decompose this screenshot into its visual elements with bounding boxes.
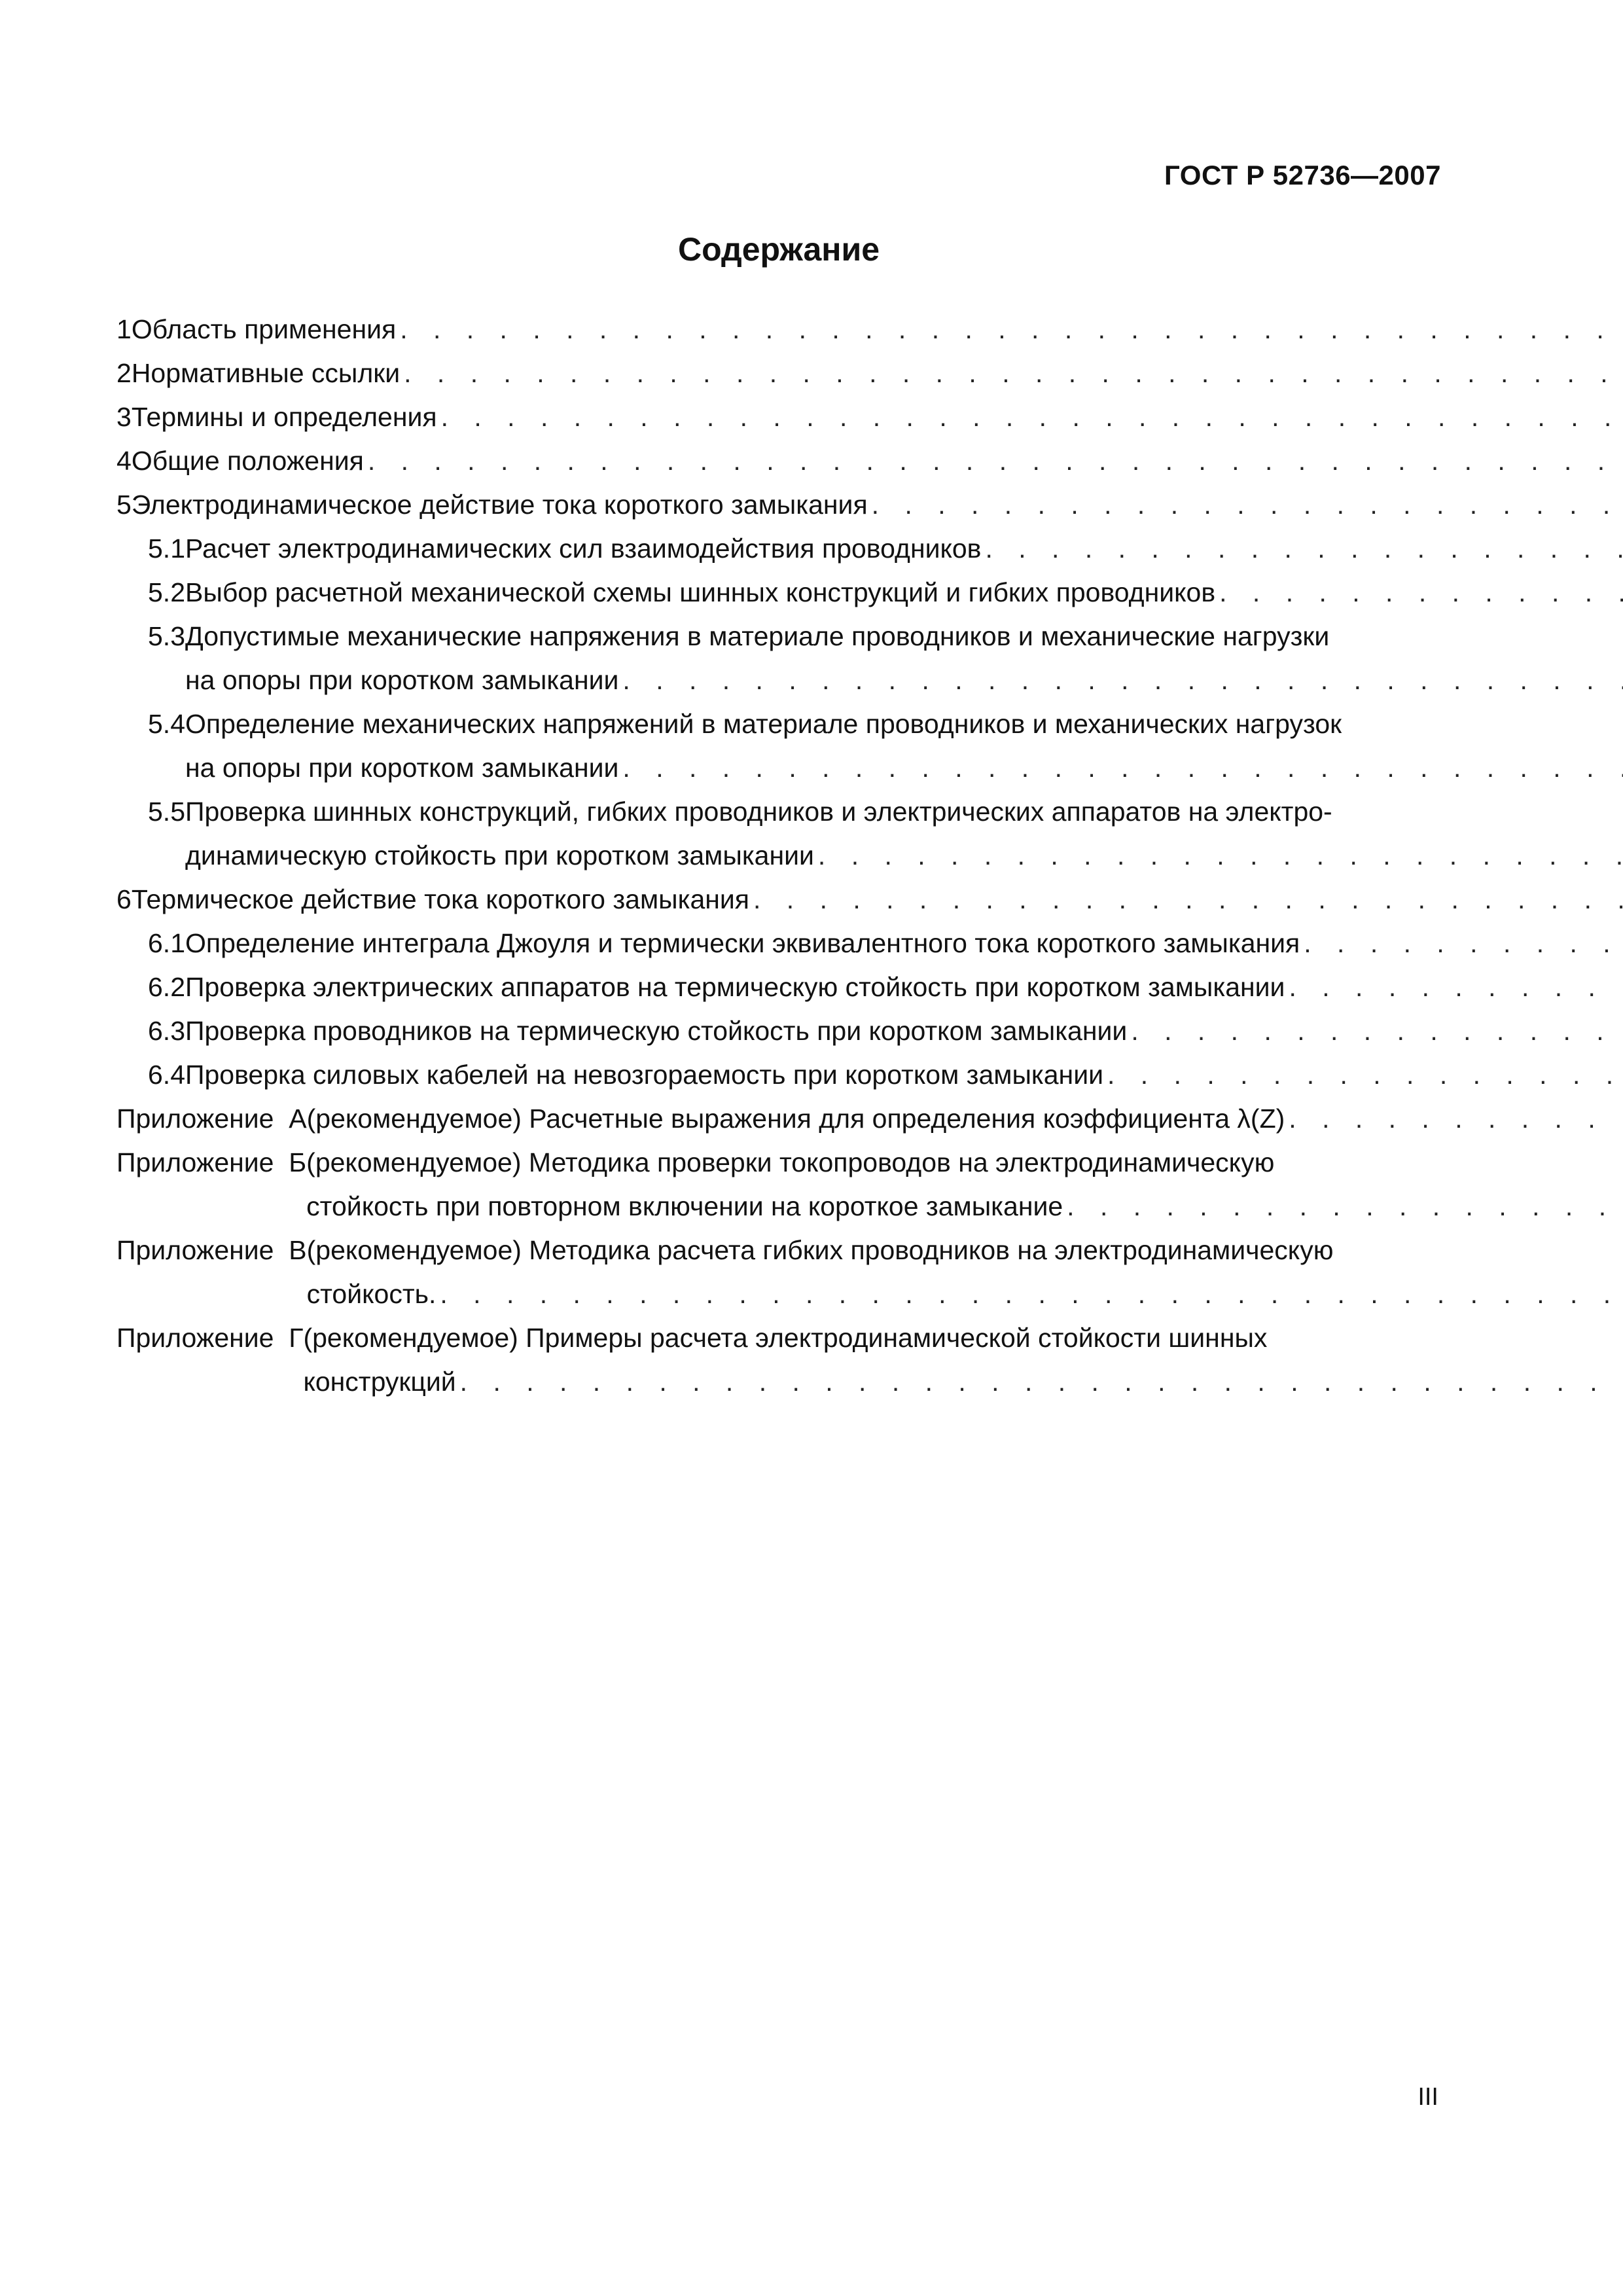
toc-entry-title: Выбор расчетной механической схемы шинных конструкций и гибких проводников <box>185 577 1216 607</box>
toc-entry-title: Проверка шинных конструкций, гибких проводников и электрических аппаратов на электро- <box>185 797 1332 827</box>
toc-entry[interactable] <box>116 483 1441 527</box>
toc-entry-title: (рекомендуемое) Примеры расчета электродинамической стойкости шинных <box>303 1323 1268 1353</box>
toc-entry-title: стойкость. <box>306 1279 437 1309</box>
dot-leader <box>1289 965 1623 1009</box>
toc-entry-number: 5.4 <box>148 709 185 739</box>
toc-entry-title: на опоры при коротком замыкании <box>185 665 619 695</box>
toc-entry-title: стойкость при повторном включении на короткое замыкание <box>306 1191 1063 1221</box>
toc-entry-number: 6.3 <box>148 1016 185 1046</box>
dot-leader <box>622 746 1623 790</box>
toc-entry[interactable] <box>116 790 1441 878</box>
toc-entry-number: 5.2 <box>148 577 185 607</box>
toc-entry[interactable] <box>116 1141 1441 1229</box>
toc-entry-title: Проверка проводников на термическую стойкость при коротком замыкании <box>185 1016 1128 1046</box>
dot-leader <box>1067 1185 1623 1229</box>
toc-entry[interactable] <box>116 965 1441 1009</box>
toc-entry-number: 3 <box>116 402 132 432</box>
toc-entry-number: 5.5 <box>148 797 185 827</box>
toc-entry-title: (рекомендуемое) Методика расчета гибких проводников на электродинамическую <box>306 1235 1334 1265</box>
toc-entry[interactable] <box>116 1097 1441 1141</box>
toc-entry-number: 5 <box>116 490 132 520</box>
toc-entry-title: Нормативные ссылки <box>131 358 401 388</box>
toc-entry-title: Расчет электродинамических сил взаимодействия проводников <box>185 533 982 564</box>
toc-entry[interactable] <box>116 922 1441 965</box>
toc-entry-title: Определение механических напряжений в материале проводников и механических нагрузок <box>185 709 1342 739</box>
toc-entry-title: Термическое действие тока короткого замыкания <box>131 884 750 914</box>
page-number: III <box>1418 2083 1438 2111</box>
dot-leader <box>872 483 1623 527</box>
dot-leader <box>622 658 1623 702</box>
toc-entry-number: 6.4 <box>148 1060 185 1090</box>
dot-leader <box>368 439 1623 483</box>
dot-leader <box>1304 922 1623 965</box>
toc-entry-number: 6.2 <box>148 972 185 1002</box>
toc-entry[interactable] <box>116 615 1441 702</box>
toc-entry-number: Приложение Г <box>116 1323 304 1353</box>
dot-leader <box>753 878 1623 922</box>
toc-entry[interactable] <box>116 527 1441 571</box>
toc-entry-title: Допустимые механические напряжения в материале проводников и механические нагрузки <box>185 621 1330 651</box>
toc-entry-title: (рекомендуемое) Расчетные выражения для определения коэффициента λ(Z) <box>306 1103 1285 1134</box>
toc-entry-title: на опоры при коротком замыкании <box>185 753 619 783</box>
toc-entry[interactable] <box>116 1316 1441 1404</box>
toc-entry[interactable] <box>116 308 1441 351</box>
toc-entry-title: (рекомендуемое) Методика проверки токопроводов на электродинамическую <box>306 1147 1275 1177</box>
dot-leader <box>404 351 1623 395</box>
table-of-contents <box>116 308 1441 1404</box>
dot-leader <box>460 1360 1623 1404</box>
toc-entry-number: Приложение Б <box>116 1147 307 1177</box>
toc-entry-title: конструкций <box>303 1367 456 1397</box>
toc-entry[interactable] <box>116 1009 1441 1053</box>
toc-entry[interactable] <box>116 702 1441 790</box>
toc-entry-title: Проверка силовых кабелей на невозгораемость при коротком замыкании <box>185 1060 1104 1090</box>
toc-entry-number: Приложение В <box>116 1235 307 1265</box>
dot-leader <box>818 834 1623 878</box>
toc-entry-title: Электродинамическое действие тока короткого замыкания <box>131 490 868 520</box>
toc-entry-title: динамическую стойкость при коротком замыкании <box>185 840 814 870</box>
toc-entry[interactable] <box>116 351 1441 395</box>
toc-entry-number: 4 <box>116 446 132 476</box>
dot-leader <box>1289 1097 1623 1141</box>
toc-entry-number: 5.1 <box>148 533 185 564</box>
dot-leader <box>985 527 1623 571</box>
toc-entry-number: 1 <box>116 314 132 344</box>
toc-entry-title: Определение интеграла Джоуля и термически эквивалентного тока короткого замыкания <box>185 928 1300 958</box>
toc-entry[interactable] <box>116 439 1441 483</box>
toc-entry-title: Проверка электрических аппаратов на термическую стойкость при коротком замыкании <box>185 972 1285 1002</box>
dot-leader <box>441 395 1623 439</box>
dot-leader <box>1219 571 1623 615</box>
toc-entry-number: Приложение А <box>116 1103 307 1134</box>
toc-entry[interactable] <box>116 878 1441 922</box>
toc-entry-title: Общие положения <box>131 446 364 476</box>
dot-leader <box>1131 1009 1623 1053</box>
dot-leader <box>440 1272 1623 1316</box>
toc-entry-number: 6 <box>116 884 132 914</box>
toc-entry[interactable] <box>116 1053 1441 1097</box>
toc-entry[interactable] <box>116 571 1441 615</box>
dot-leader <box>400 308 1623 351</box>
toc-entry-number: 2 <box>116 358 132 388</box>
page-title: Содержание <box>677 231 880 268</box>
toc-entry[interactable] <box>116 395 1441 439</box>
toc-entry-title: Область применения <box>131 314 397 344</box>
toc-entry[interactable] <box>116 1229 1441 1316</box>
toc-entry-number: 5.3 <box>148 621 185 651</box>
standard-number: ГОСТ Р 52736—2007 <box>1164 160 1441 190</box>
dot-leader <box>1107 1053 1623 1097</box>
toc-entry-number: 6.1 <box>148 928 185 958</box>
toc-entry-title: Термины и определения <box>131 402 437 432</box>
